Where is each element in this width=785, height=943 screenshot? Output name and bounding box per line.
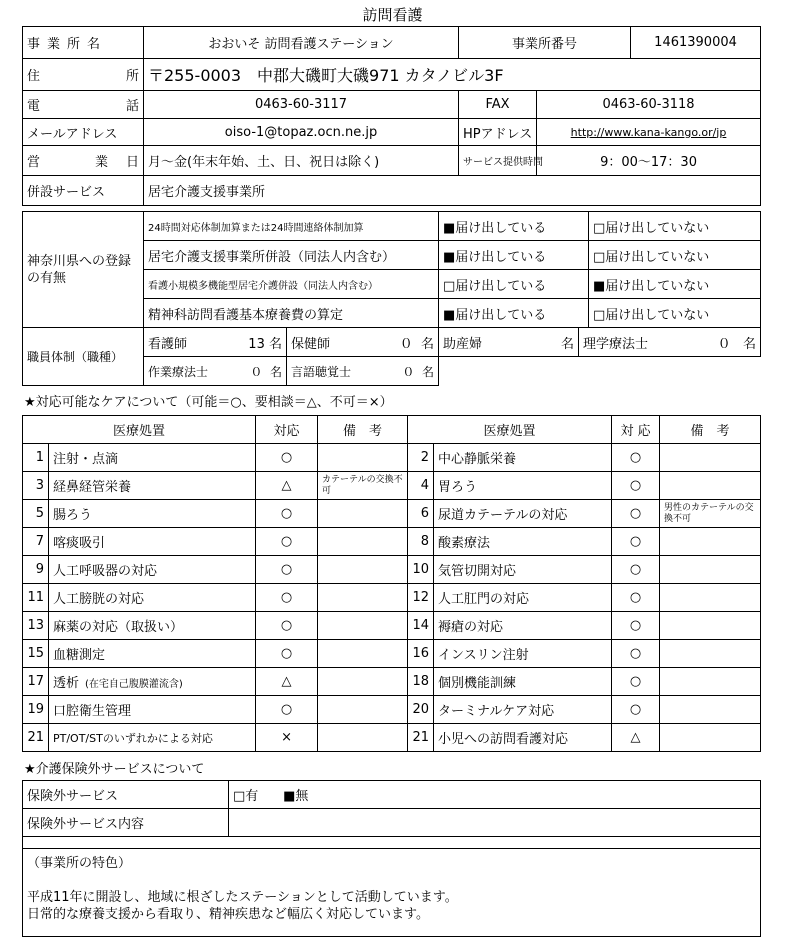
care-note-right: [660, 556, 761, 584]
care-note-left: [318, 724, 408, 752]
col-resp-right: 対 応: [612, 416, 660, 444]
care-note-right: [660, 724, 761, 752]
nurse-label: 看護師: [148, 336, 188, 352]
care-note-left: [318, 444, 408, 472]
unit-label: 名: [420, 336, 434, 352]
st-label: 言語聴覚士: [291, 364, 352, 379]
ins-label: 保険外サービス: [23, 781, 229, 809]
care-note-right: [660, 584, 761, 612]
care-proc-left: 麻薬の対応（取扱い）: [49, 612, 256, 640]
care-resp-right: ○: [612, 612, 660, 640]
nurse-count: 13: [248, 336, 265, 352]
tel-label: 電 話: [23, 91, 144, 119]
care-resp-right: ○: [612, 668, 660, 696]
public-label: 保健師: [291, 336, 331, 352]
mail-label: メールアドレス: [23, 119, 144, 146]
care-resp-left: ○: [256, 444, 318, 472]
care-num-right: 21: [408, 724, 434, 752]
tel: 0463-60-3117: [144, 91, 459, 119]
care-row: [23, 668, 761, 696]
unit-label: 名: [268, 336, 282, 352]
care-note-left: [318, 612, 408, 640]
care-note-left: [318, 584, 408, 612]
care-row: [23, 500, 761, 528]
staff-table: [22, 327, 761, 386]
care-note-right: [660, 612, 761, 640]
unit-label: 名: [560, 336, 574, 352]
care-resp-left: △: [256, 668, 318, 696]
unit-label: 名: [421, 364, 434, 379]
reg-item: 24時間対応体制加算または24時間連絡体制加算: [144, 212, 439, 241]
hp-label: HPアドレス: [459, 119, 537, 146]
care-row: [23, 640, 761, 668]
care-note-left: カテーテルの交換不可: [318, 472, 408, 500]
col-note-left: 備 考: [318, 416, 408, 444]
care-note-right: [660, 696, 761, 724]
care-num-left: 7: [23, 528, 49, 556]
ins-content-label: 保険外サービス内容: [23, 809, 229, 837]
registration-table: [22, 211, 761, 328]
col-proc-right: 医療処置: [408, 416, 612, 444]
midwife-label: 助産婦: [443, 336, 483, 352]
care-proc-sub: (在宅自己腹膜灌流含): [85, 679, 183, 690]
care-num-right: 6: [408, 500, 434, 528]
care-num-left: 19: [23, 696, 49, 724]
col-resp-left: 対応: [256, 416, 318, 444]
care-proc-right: 小児への訪問看護対応: [434, 724, 612, 752]
care-note-left: [318, 640, 408, 668]
care-resp-right: ○: [612, 528, 660, 556]
care-proc-left: [49, 668, 256, 696]
ins-value: [229, 781, 761, 809]
care-num-left: 9: [23, 556, 49, 584]
care-resp-right: ○: [612, 472, 660, 500]
address-label: 住 所: [23, 59, 144, 91]
care-resp-left: ○: [256, 612, 318, 640]
reg-no: □届け出していない: [589, 212, 761, 241]
care-resp-right: ○: [612, 584, 660, 612]
care-num-left: 5: [23, 500, 49, 528]
care-row: [23, 696, 761, 724]
feature-label: （事業所の特色）: [27, 856, 132, 871]
staff-midwife: [439, 328, 579, 357]
reg-item: 居宅介護支援事業所併設（同法人内含む）: [144, 241, 439, 270]
fax-label: FAX: [459, 91, 537, 119]
col-proc-left: 医療処置: [23, 416, 256, 444]
care-note-right: [660, 640, 761, 668]
care-proc-left: 人工呼吸器の対応: [49, 556, 256, 584]
care-note-left: [318, 528, 408, 556]
care-num-right: 2: [408, 444, 434, 472]
care-resp-left: ○: [256, 528, 318, 556]
reg-no: □届け出していない: [589, 241, 761, 270]
ins-table: [22, 780, 761, 937]
care-proc-right: 気管切開対応: [434, 556, 612, 584]
fax: 0463-60-3118: [537, 91, 761, 119]
page-title: 訪問看護: [362, 6, 423, 24]
care-proc-left: 人工膀胱の対応: [49, 584, 256, 612]
care-num-right: 10: [408, 556, 434, 584]
care-num-right: 14: [408, 612, 434, 640]
care-proc-left: 腸ろう: [49, 500, 256, 528]
reg-yes: ■届け出している: [439, 241, 589, 270]
care-resp-left: ○: [256, 500, 318, 528]
ins-yes: □有: [233, 789, 259, 804]
care-table: [22, 415, 761, 752]
days: 月～金(年末年始、土、日、祝日は除く): [144, 146, 459, 176]
ot-label: 作業療法士: [148, 364, 209, 379]
care-heading: ★対応可能なケアについて（可能＝○、要相談＝△、不可＝×）: [24, 395, 393, 410]
care-note-left: [318, 556, 408, 584]
care-resp-left: ○: [256, 556, 318, 584]
staff-blank: [439, 357, 761, 386]
reg-yes: ■届け出している: [439, 299, 589, 328]
care-resp-left: ○: [256, 696, 318, 724]
care-note-left: [318, 696, 408, 724]
col-note-right: 備 考: [660, 416, 761, 444]
pt-label: 理学療法士: [583, 336, 649, 352]
care-note-left: [318, 668, 408, 696]
care-note-right: [660, 444, 761, 472]
address: 〒255-0003 中郡大磯町大磯971 カタノビル3F: [144, 59, 761, 91]
care-proc-left: 喀痰吸引: [49, 528, 256, 556]
reg-yes: ■届け出している: [439, 212, 589, 241]
spacer-row: [23, 837, 761, 849]
care-proc-right: 酸素療法: [434, 528, 612, 556]
feature-box: [23, 849, 761, 937]
ot-count: ０: [250, 364, 263, 379]
care-resp-left: ○: [256, 640, 318, 668]
pt-count: ０: [717, 336, 731, 352]
care-proc-right: 中心静脈栄養: [434, 444, 612, 472]
care-row: [23, 584, 761, 612]
care-num-left: 11: [23, 584, 49, 612]
care-num-left: 21: [23, 724, 49, 752]
care-row: [23, 444, 761, 472]
care-proc-right: 胃ろう: [434, 472, 612, 500]
care-proc-right: インスリン注射: [434, 640, 612, 668]
staff-ot: [144, 357, 287, 386]
unit-label: 名: [269, 364, 282, 379]
care-note-right: 男性のカテーテルの交換不可: [660, 500, 761, 528]
registration-label: 神奈川県への登録の有無: [23, 212, 144, 328]
care-resp-right: △: [612, 724, 660, 752]
hours-label: サービス提供時間: [459, 146, 537, 176]
staff-st: [287, 357, 439, 386]
care-row: [23, 472, 761, 500]
staff-pt: [579, 328, 761, 357]
office-name-label: 事業所名: [23, 27, 144, 59]
annex: 居宅介護支援事業所: [144, 176, 761, 206]
care-row: [23, 612, 761, 640]
care-proc-left: 注射・点滴: [49, 444, 256, 472]
care-num-left: 15: [23, 640, 49, 668]
care-proc-left: 血糖測定: [49, 640, 256, 668]
care-row: [23, 556, 761, 584]
care-row: [23, 528, 761, 556]
care-num-right: 16: [408, 640, 434, 668]
reg-no: ■届け出していない: [589, 270, 761, 299]
office-number-label: 事業所番号: [459, 27, 631, 59]
feature-line: 日常的な療養支援から看取り、精神疾患など幅広く対応しています。: [27, 907, 429, 922]
care-num-left: 1: [23, 444, 49, 472]
office-info-table: [22, 26, 761, 206]
care-proc-right: 個別機能訓練: [434, 668, 612, 696]
st-count: ０: [402, 364, 415, 379]
reg-yes: □届け出している: [439, 270, 589, 299]
staff-public: [287, 328, 439, 357]
office-name: おおいそ 訪問看護ステーション: [144, 27, 459, 59]
mail: oiso-1@topaz.ocn.ne.jp: [144, 119, 459, 146]
care-note-right: [660, 528, 761, 556]
care-resp-right: ○: [612, 444, 660, 472]
care-note-right: [660, 472, 761, 500]
care-resp-left: ×: [256, 724, 318, 752]
care-proc-left: PT/OT/STのいずれかによる対応: [49, 724, 256, 752]
ins-no: ■無: [283, 789, 309, 804]
reg-no: □届け出していない: [589, 299, 761, 328]
care-proc-right: 褥瘡の対応: [434, 612, 612, 640]
staff-label: 職員体制（職種）: [23, 328, 144, 386]
care-resp-right: ○: [612, 556, 660, 584]
care-num-right: 8: [408, 528, 434, 556]
days-label: 営 業日: [23, 146, 144, 176]
care-num-right: 20: [408, 696, 434, 724]
care-num-right: 4: [408, 472, 434, 500]
reg-item: 看護小規模多機能型居宅介護併設（同法人内含む）: [144, 270, 439, 299]
hours: 9：00～17：30: [537, 146, 761, 176]
care-num-left: 13: [23, 612, 49, 640]
care-note-left: [318, 500, 408, 528]
care-proc-right: 人工肛門の対応: [434, 584, 612, 612]
care-resp-right: ○: [612, 640, 660, 668]
reg-item: 精神科訪問看護基本療養費の算定: [144, 299, 439, 328]
care-resp-right: ○: [612, 500, 660, 528]
care-num-left: 3: [23, 472, 49, 500]
care-row: [23, 724, 761, 752]
care-num-right: 18: [408, 668, 434, 696]
care-proc-text: 透析: [53, 676, 80, 691]
office-number: 1461390004: [631, 27, 761, 59]
care-resp-left: ○: [256, 584, 318, 612]
care-resp-left: △: [256, 472, 318, 500]
care-proc-right: ターミナルケア対応: [434, 696, 612, 724]
feature-line: 平成11年に開設し、地域に根ざしたステーションとして活動しています。: [27, 890, 458, 905]
care-resp-right: ○: [612, 696, 660, 724]
care-num-right: 12: [408, 584, 434, 612]
care-proc-right: 尿道カテーテルの対応: [434, 500, 612, 528]
unit-label: 名: [742, 336, 756, 352]
care-num-left: 17: [23, 668, 49, 696]
ins-content: [229, 809, 761, 837]
staff-nurse: [144, 328, 287, 357]
public-count: ０: [399, 336, 413, 352]
annex-label: 併設サービス: [23, 176, 144, 206]
care-proc-left: 経鼻経管栄養: [49, 472, 256, 500]
ins-heading: ★介護保険外サービスについて: [24, 762, 205, 777]
hp-link[interactable]: http://www.kana-kango.or/jp: [537, 119, 761, 146]
care-note-right: [660, 668, 761, 696]
care-proc-left: 口腔衛生管理: [49, 696, 256, 724]
